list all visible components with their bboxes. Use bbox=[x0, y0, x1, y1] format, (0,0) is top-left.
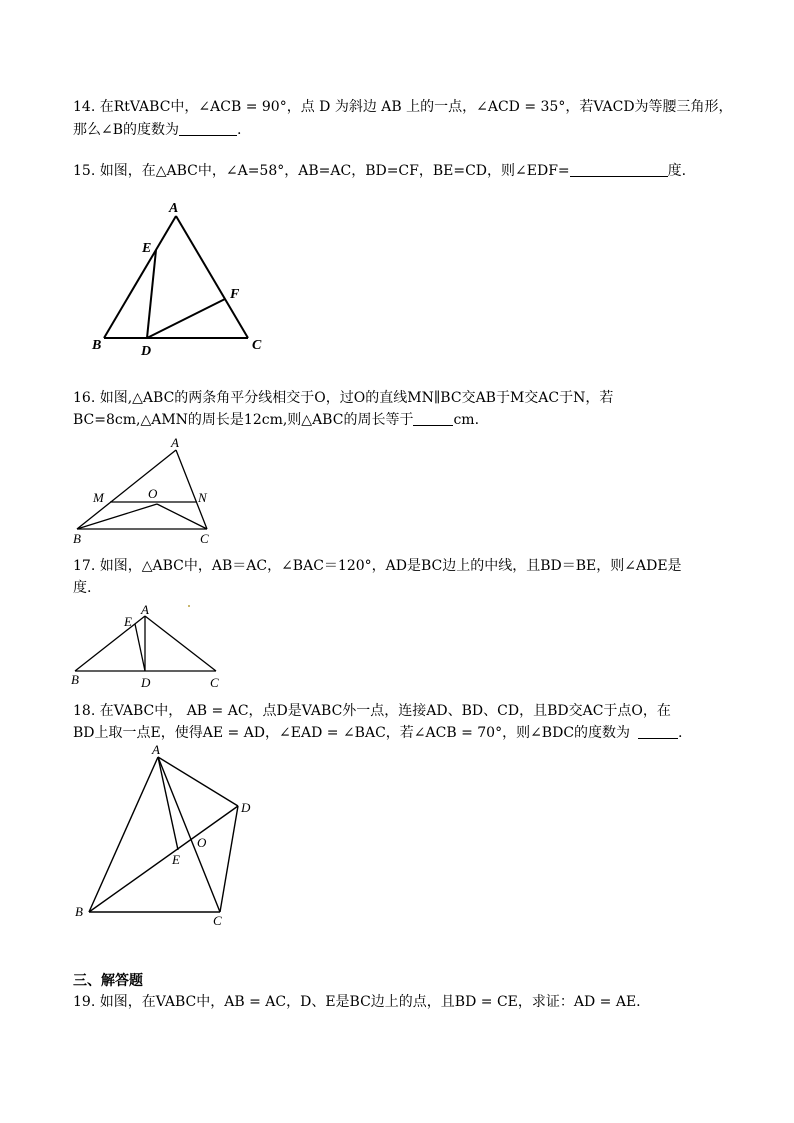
figure-q15 bbox=[85, 195, 275, 360]
segment-bd bbox=[89, 806, 238, 912]
vertex-label-d: D bbox=[141, 675, 151, 690]
answer-blank-16 bbox=[413, 411, 453, 426]
segment-oc bbox=[157, 504, 207, 529]
question-17-line-1: 17. 如图，△ABC中，AB＝AC，∠BAC＝120°，AD是BC边上的中线，且BD＝BE，则∠ADE是 bbox=[73, 558, 682, 574]
vertex-label-c: C bbox=[213, 913, 222, 928]
question-14-text: 那么∠B的度数为 bbox=[73, 122, 180, 138]
figure-q16 bbox=[70, 432, 220, 547]
segment-ac bbox=[145, 616, 216, 671]
question-16-line-1: 16. 如图,△ABC的两条角平分线相交于O，过O的直线MN∥BC交AB于M交AC于N，若 bbox=[73, 390, 614, 406]
question-15-unit: 度. bbox=[667, 163, 687, 179]
segment-ae bbox=[158, 757, 178, 850]
vertex-label-b: B bbox=[75, 904, 83, 919]
vertex-label-o: O bbox=[197, 835, 207, 850]
answer-blank-14 bbox=[179, 121, 237, 136]
vertex-label-f: F bbox=[230, 287, 240, 302]
section-title-answer-questions: 三、解答题 bbox=[73, 973, 143, 989]
question-19-text: 19. 如图，在VABC中，AB = AC，D、E是BC边上的点，且BD = CE，求证：AD = AE. bbox=[73, 994, 641, 1010]
segment-bo bbox=[77, 504, 157, 529]
question-18-stem: BD上取一点E，使得AE = AD，∠EAD = ∠BAC，若∠ACB = 70°，则∠BDC的度数为 bbox=[73, 725, 631, 741]
question-16-stem: BC=8cm,△AMN的周长是12cm,则△ABC的周长等于 bbox=[73, 412, 414, 428]
vertex-label-a: A bbox=[141, 602, 149, 617]
vertex-label-d: D bbox=[141, 344, 152, 359]
segment-ed bbox=[135, 624, 145, 671]
segment-ab bbox=[77, 450, 176, 529]
figure-q17 bbox=[68, 600, 228, 692]
vertex-label-b: B bbox=[71, 672, 79, 687]
vertex-label-c: C bbox=[200, 531, 209, 546]
vertex-label-c: C bbox=[252, 338, 262, 353]
question-18-line-1: 18. 在VABC中， AB = AC，点D是VABC外一点，连接AD、BD、CD，且BD交AC于点O，在 bbox=[73, 703, 671, 719]
vertex-label-e: E bbox=[142, 241, 152, 256]
segment-ad bbox=[158, 757, 238, 806]
question-16-line-2 bbox=[73, 409, 479, 431]
segment-ac bbox=[158, 757, 220, 912]
vertex-label-c: C bbox=[210, 675, 219, 690]
vertex-label-m: M bbox=[93, 490, 104, 505]
figure-q18 bbox=[68, 740, 268, 932]
vertex-label-b: B bbox=[73, 531, 81, 546]
question-15-text bbox=[73, 160, 686, 182]
question-15-stem: 15. 如图，在△ABC中，∠A=58°，AB=AC，BD=CF，BE=CD，则∠EDF= bbox=[73, 163, 570, 179]
segment-ab bbox=[89, 757, 158, 912]
vertex-label-e: E bbox=[124, 614, 132, 629]
answer-blank-15 bbox=[570, 162, 668, 177]
question-14-line-2 bbox=[73, 119, 241, 141]
vertex-label-b: B bbox=[92, 338, 102, 353]
segment-df bbox=[147, 299, 225, 338]
question-14-end: . bbox=[237, 122, 242, 138]
stray-mark bbox=[188, 605, 190, 607]
question-14-line-1: 14. 在RtVABC中，∠ACB = 90°，点 D 为斜边 AB 上的一点，∠ACD = 35°，若VACD为等腰三角形， bbox=[73, 99, 733, 115]
question-16-unit: cm. bbox=[453, 412, 480, 428]
vertex-label-o: O bbox=[148, 486, 158, 501]
vertex-label-d: D bbox=[241, 800, 251, 815]
vertex-label-a: A bbox=[169, 201, 179, 216]
question-17-line-2: 度. bbox=[73, 580, 92, 596]
vertex-label-a: A bbox=[152, 742, 160, 757]
question-18-end: . bbox=[678, 725, 683, 741]
segment-cd bbox=[220, 806, 238, 912]
answer-blank-18 bbox=[638, 724, 678, 739]
segment-ac bbox=[176, 216, 248, 338]
segment-ab bbox=[104, 216, 176, 338]
vertex-label-n: N bbox=[198, 490, 207, 505]
vertex-label-e: E bbox=[172, 852, 180, 867]
vertex-label-a: A bbox=[171, 435, 179, 450]
